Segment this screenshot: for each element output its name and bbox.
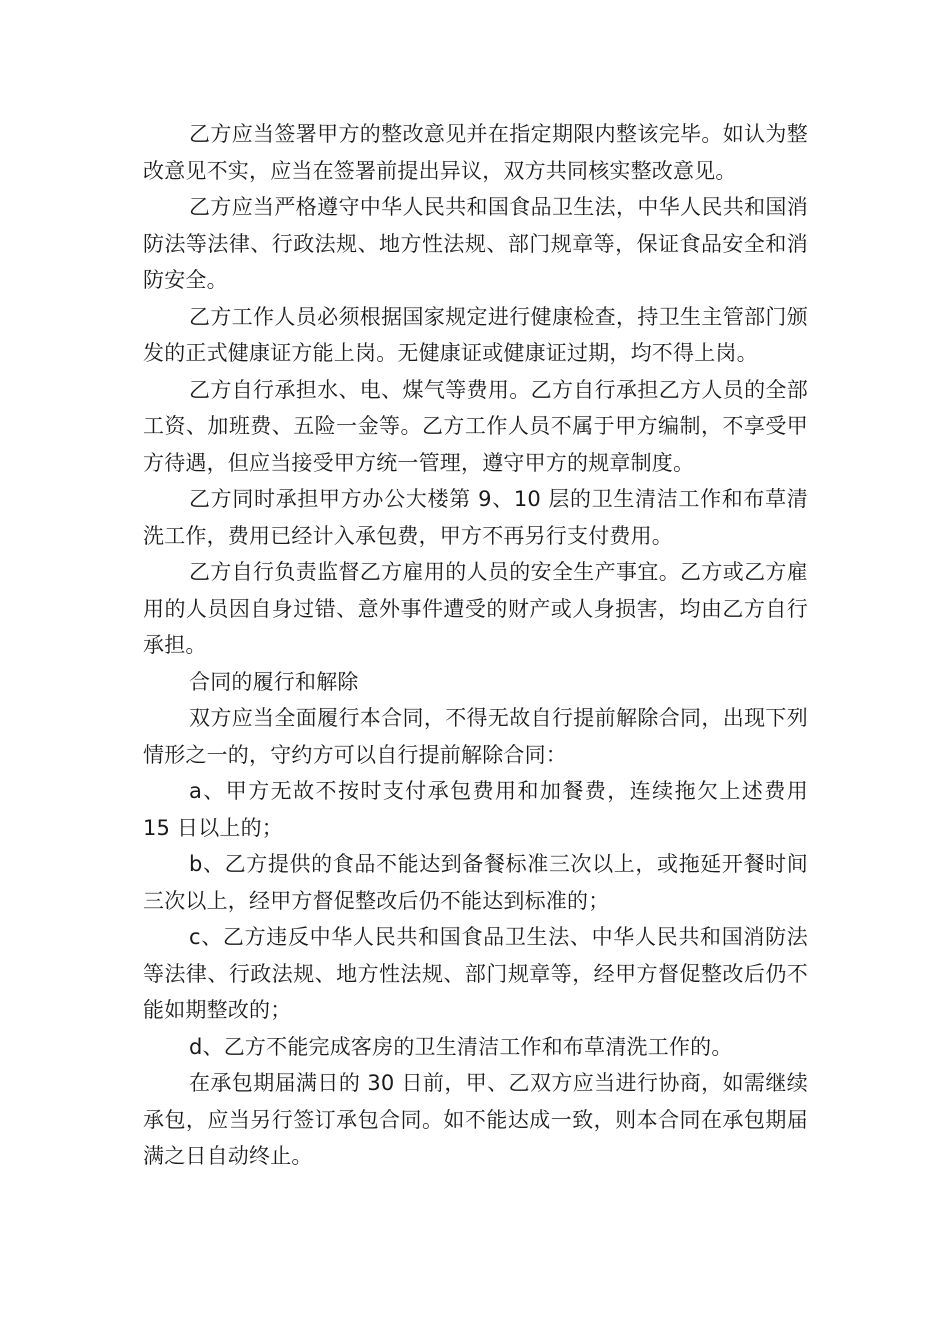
- paragraph-rectification: 乙方应当签署甲方的整改意见并在指定期限内整该完毕。如认为整改意见不实，应当在签署前提出异议，双方共同核实整改意见。: [143, 122, 808, 183]
- paragraph-renewal: 在承包期届满日的 30 日前，甲、乙双方应当进行协商，如需继续承包，应当另行签订承包合同。如不能达成一致，则本合同在承包期届满之日自动终止。: [143, 1071, 808, 1168]
- paragraph-expenses: 乙方自行承担水、电、煤气等费用。乙方自行承担乙方人员的全部工资、加班费、五险一金等。乙方工作人员不属于甲方编制，不享受甲方待遇，但应当接受甲方统一管理，遵守甲方的规章制度。: [143, 377, 808, 475]
- list-item-c: c、乙方违反中华人民共和国食品卫生法、中华人民共和国消防法等法律、行政法规、地方性法规、部门规章等，经甲方督促整改后仍不能如期整改的；: [143, 925, 808, 1022]
- document-body: [143, 116, 808, 1175]
- paragraph-termination: 双方应当全面履行本合同，不得无故自行提前解除合同，出现下列情形之一的，守约方可以自行提前解除合同：: [143, 706, 808, 767]
- paragraph-cleaning-duty: 乙方同时承担甲方办公大楼第 9、10 层的卫生清洁工作和布草清洗工作，费用已经计入承包费，甲方不再另行支付费用。: [143, 487, 808, 548]
- list-item-d: d、乙方不能完成客房的卫生清洁工作和布草清洗工作的。: [189, 1034, 733, 1059]
- list-item-a: a、甲方无故不按时支付承包费用和加餐费，连续拖欠上述费用 15 日以上的；: [143, 779, 808, 840]
- paragraph-compliance: 乙方应当严格遵守中华人民共和国食品卫生法，中华人民共和国消防法等法律、行政法规、地方性法规、部门规章等，保证食品安全和消防安全。: [143, 195, 808, 292]
- section-heading: 合同的履行和解除: [189, 669, 359, 694]
- paragraph-safety: 乙方自行负责监督乙方雇用的人员的安全生产事宜。乙方或乙方雇用的人员因自身过错、意外事件遭受的财产或人身损害，均由乙方自行承担。: [143, 560, 808, 657]
- paragraph-health-certificate: 乙方工作人员必须根据国家规定进行健康检查，持卫生主管部门颁发的正式健康证方能上岗。无健康证或健康证过期，均不得上岗。: [143, 304, 808, 365]
- list-item-b: b、乙方提供的食品不能达到备餐标准三次以上，或拖延开餐时间三次以上，经甲方督促整改后仍不能达到标准的；: [143, 852, 808, 913]
